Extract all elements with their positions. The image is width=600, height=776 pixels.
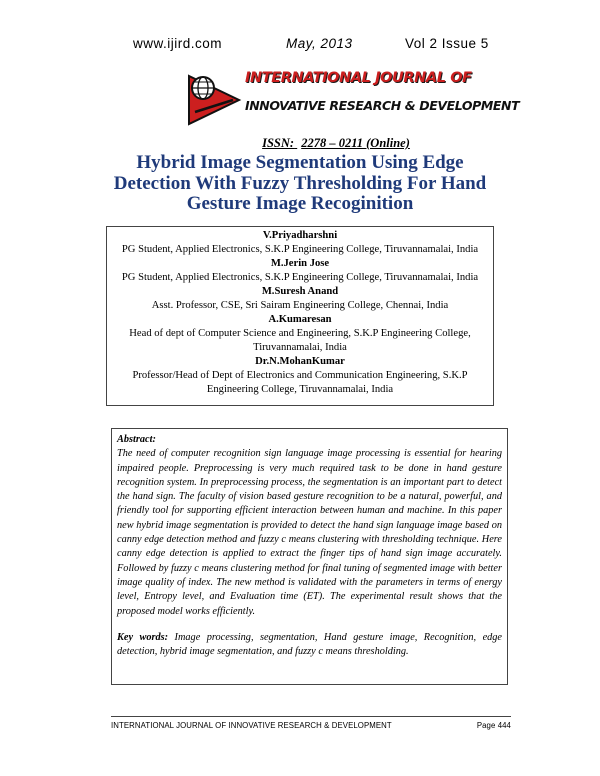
footer-journal: INTERNATIONAL JOURNAL OF INNOVATIVE RESEARCH & DEVELOPMENT: [111, 721, 392, 730]
page-footer: [111, 716, 511, 733]
issn-line: [0, 136, 600, 151]
issue-volume: Vol 2 Issue 5: [405, 36, 489, 51]
author-name: A.Kumaresan: [268, 314, 332, 325]
journal-logo: [183, 68, 520, 132]
issn-label: ISSN:: [262, 136, 295, 150]
author-affiliation: PG Student, Applied Electronics, S.K.P Engineering College, Tiruvannamalai, India: [121, 272, 479, 283]
author-affiliation: PG Student, Applied Electronics, S.K.P Engineering College, Tiruvannamalai, India: [121, 244, 479, 255]
keywords-label: Key words:: [117, 631, 169, 643]
author-name: M.Suresh Anand: [261, 286, 339, 297]
author-affiliation: Head of dept of Computer Science and Engineering, S.K.P Engineering College,: [129, 328, 471, 339]
journal-logo-line1: INTERNATIONAL JOURNAL OF: [245, 70, 472, 86]
journal-url[interactable]: www.ijird.com: [133, 36, 223, 51]
author-affiliation: Asst. Professor, CSE, Sri Sairam Engineering College, Chennai, India: [151, 300, 449, 311]
keywords-text: Image processing, segmentation, Hand gesture image, Recognition, edge detection, hybrid image segmentation, and fuzzy c means thresholding.: [117, 631, 503, 658]
author-affiliation: Professor/Head of Dept of Electronics and Communication Engineering, S.K.P: [132, 370, 468, 381]
page-number: Page 444: [476, 721, 511, 730]
title-line: Detection With Fuzzy Thresholding For Hand: [113, 172, 487, 194]
running-header: [0, 36, 600, 54]
author-affiliation: Engineering College, Tiruvannamalai, India: [206, 384, 394, 395]
author-name: V.Priyadharshni: [262, 230, 338, 241]
issn-value: 2278 – 0211 (Online): [301, 136, 410, 150]
abstract-box: [111, 428, 508, 685]
journal-logo-line2: INNOVATIVE RESEARCH & DEVELOPMENT: [245, 98, 520, 113]
author-box: [106, 226, 494, 406]
issue-date: May, 2013: [286, 36, 353, 51]
title-line: Gesture Image Recoginition: [186, 193, 414, 214]
paper-title: [100, 153, 500, 215]
keywords-paragraph: [117, 631, 502, 660]
author-name: M.Jerin Jose: [270, 258, 330, 269]
author-affiliation: Tiruvannamalai, India: [253, 342, 347, 353]
abstract-text: The need of computer recognition sign language image processing is essential for hearing impaired people. Preprocessing is very much required task to be done in hand gesture recognition system. In preprocessing process, the segmentation is an important part to detect the hand sign. The faculty of vision based gesture recognition to be a natural, powerful, and friendly tool for supporting efficient interaction between human and machine. In this paper new hybrid image segmentation is provided to detect the hand sign language image based on canny edge detection method and fuzzy c means clustering with thresholding technique. Here canny edge detection is applied to extract the finger tips of hand sign image accurately. Followed by fuzzy c means clustering method for final tuning of segmented image with better image quality of index. The new method is validated with the parameters in terms of energy level, Entropy level, and Evaluation time (ET). The experimental result shows that the proposed model works efficiently.: [117, 448, 502, 617]
author-name: Dr.N.MohanKumar: [255, 356, 345, 367]
abstract-heading: Abstract:: [117, 434, 156, 445]
journal-emblem-icon: [183, 68, 243, 128]
title-line: Hybrid Image Segmentation Using Edge: [136, 152, 464, 173]
